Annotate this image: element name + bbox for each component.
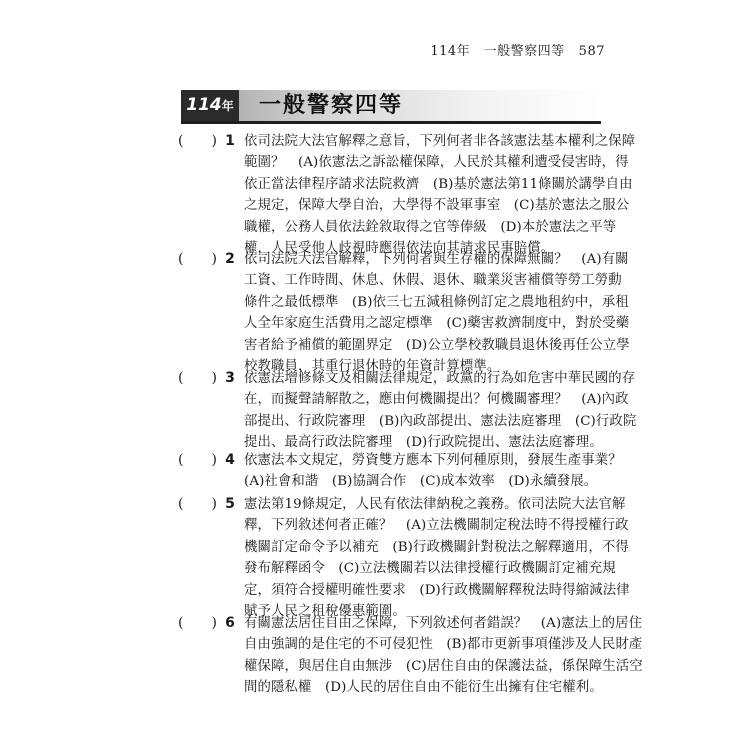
question-line: 定，須符合授權明確性要求 (D)行政機關解釋稅法時得縮減法律 — [244, 582, 630, 598]
running-title: 114年 一般警察四等 — [430, 44, 565, 59]
question-text — [244, 494, 630, 622]
question-line: 權保障，與居住自由無涉 (C)居住自由的保護法益，係保障生活空 — [244, 658, 643, 674]
question-line: 間的隱私權 (D)人民的居住自由不能衍生出擁有住宅權利。 — [244, 680, 603, 696]
question-line: 發布解釋函令 (C)立法機關若以法律授權行政機關訂定補充規 — [244, 561, 616, 577]
question-line: 憲法第19條規定，人民有依法律納稅之義務。依司法院大法官解 — [244, 497, 626, 512]
answer-blank: ( ) — [178, 251, 217, 267]
question-line: 人全年家庭生活費用之認定標準 (C)藥害救濟制度中，對於受藥 — [244, 316, 630, 332]
year-number: 114 — [186, 95, 222, 115]
question-line: 依司法院大法官解釋，下列何者與生存權的保障無關？ (A)有關 — [244, 252, 629, 267]
question-line: 害者給予補償的範圍界定 (D)公立學校教職員退休後再任公立學 — [244, 337, 630, 353]
year-badge — [181, 90, 239, 121]
question-line: (A)社會和諧 (B)協調合作 (C)成本效率 (D)永續發展。 — [244, 474, 598, 490]
question-line: 之規定，保障大學自治，大學得不設軍事室 (C)基於憲法之服公 — [244, 198, 630, 214]
question-number: 1 — [225, 133, 235, 149]
question-number: 4 — [225, 452, 235, 468]
question-text — [244, 613, 643, 699]
answer-blank: ( ) — [178, 452, 217, 468]
question-line: 依司法院大法官解釋之意旨，下列何者非各該憲法基本權利之保障 — [244, 134, 636, 149]
question-line: 在，而擬聲請解散之，應由何機關提出？何機關審理？ (A)內政 — [244, 392, 629, 408]
question-line: 釋，下列敘述何者正確？ (A)立法機關制定稅法時不得授權行政 — [244, 518, 629, 534]
question-line: 依憲法增修條文及相關法律規定，政黨的行為如危害中華民國的存 — [244, 371, 636, 386]
question-line: 條件之最低標準 (B)依三七五減租條例訂定之農地租約中，承租 — [244, 294, 629, 310]
question-line: 依正當法律程序請求法院救濟 (B)基於憲法第11條關於講學自由 — [244, 176, 633, 192]
answer-blank: ( ) — [178, 615, 217, 631]
year-suffix: 年 — [221, 99, 234, 113]
question-line: 範圍？ (A)依憲法之訴訟權保障，人民於其權利遭受侵害時，得 — [244, 155, 629, 171]
answer-blank: ( ) — [178, 496, 217, 512]
question-line: 有關憲法居住自由之保障，下列敘述何者錯誤？ (A)憲法上的居住 — [244, 616, 643, 631]
question-line: 部提出、行政院審理 (B)內政部提出、憲法法庭審理 (C)行政院 — [244, 413, 637, 429]
page-number: 587 — [578, 44, 605, 59]
answer-blank: ( ) — [178, 133, 217, 149]
question-line: 賦予人民之租稅優惠範圍。 — [244, 604, 406, 620]
question-line: 提出、最高行政法院審理 (D)行政院提出、憲法法庭審理。 — [244, 435, 603, 451]
question-text — [244, 249, 630, 377]
question-number: 5 — [225, 496, 235, 512]
question-line: 校教職員，其重行退休時的年資計算標準。 — [244, 359, 501, 375]
question-line: 權，人民受他人歧視時應得依法向其請求民事賠償。 — [244, 241, 555, 257]
question-text — [244, 450, 622, 493]
section-title-bar — [181, 90, 601, 124]
question-number: 2 — [225, 251, 235, 267]
question-line: 職權，公務人員依法銓敘取得之官等俸級 (D)本於憲法之平等 — [244, 219, 617, 235]
question-line: 依憲法本文規定，勞資雙方應本下列何種原則，發展生產事業？ — [244, 453, 622, 468]
question-line: 自由強調的是住宅的不可侵犯性 (B)都市更新事項僅涉及人民財產 — [244, 637, 643, 653]
question-number: 3 — [225, 370, 235, 386]
question-text — [244, 131, 636, 259]
answer-blank: ( ) — [178, 370, 217, 386]
running-header — [430, 40, 605, 59]
question-line: 機關訂定命令予以補充 (B)行政機關針對稅法之解釋適用，不得 — [244, 539, 629, 555]
question-number: 6 — [225, 615, 235, 631]
section-title: 一般警察四等 — [259, 93, 404, 118]
question-text — [244, 368, 637, 454]
question-line: 工資、工作時間、休息、休假、退休、職業災害補償等勞工勞動 — [244, 273, 622, 289]
